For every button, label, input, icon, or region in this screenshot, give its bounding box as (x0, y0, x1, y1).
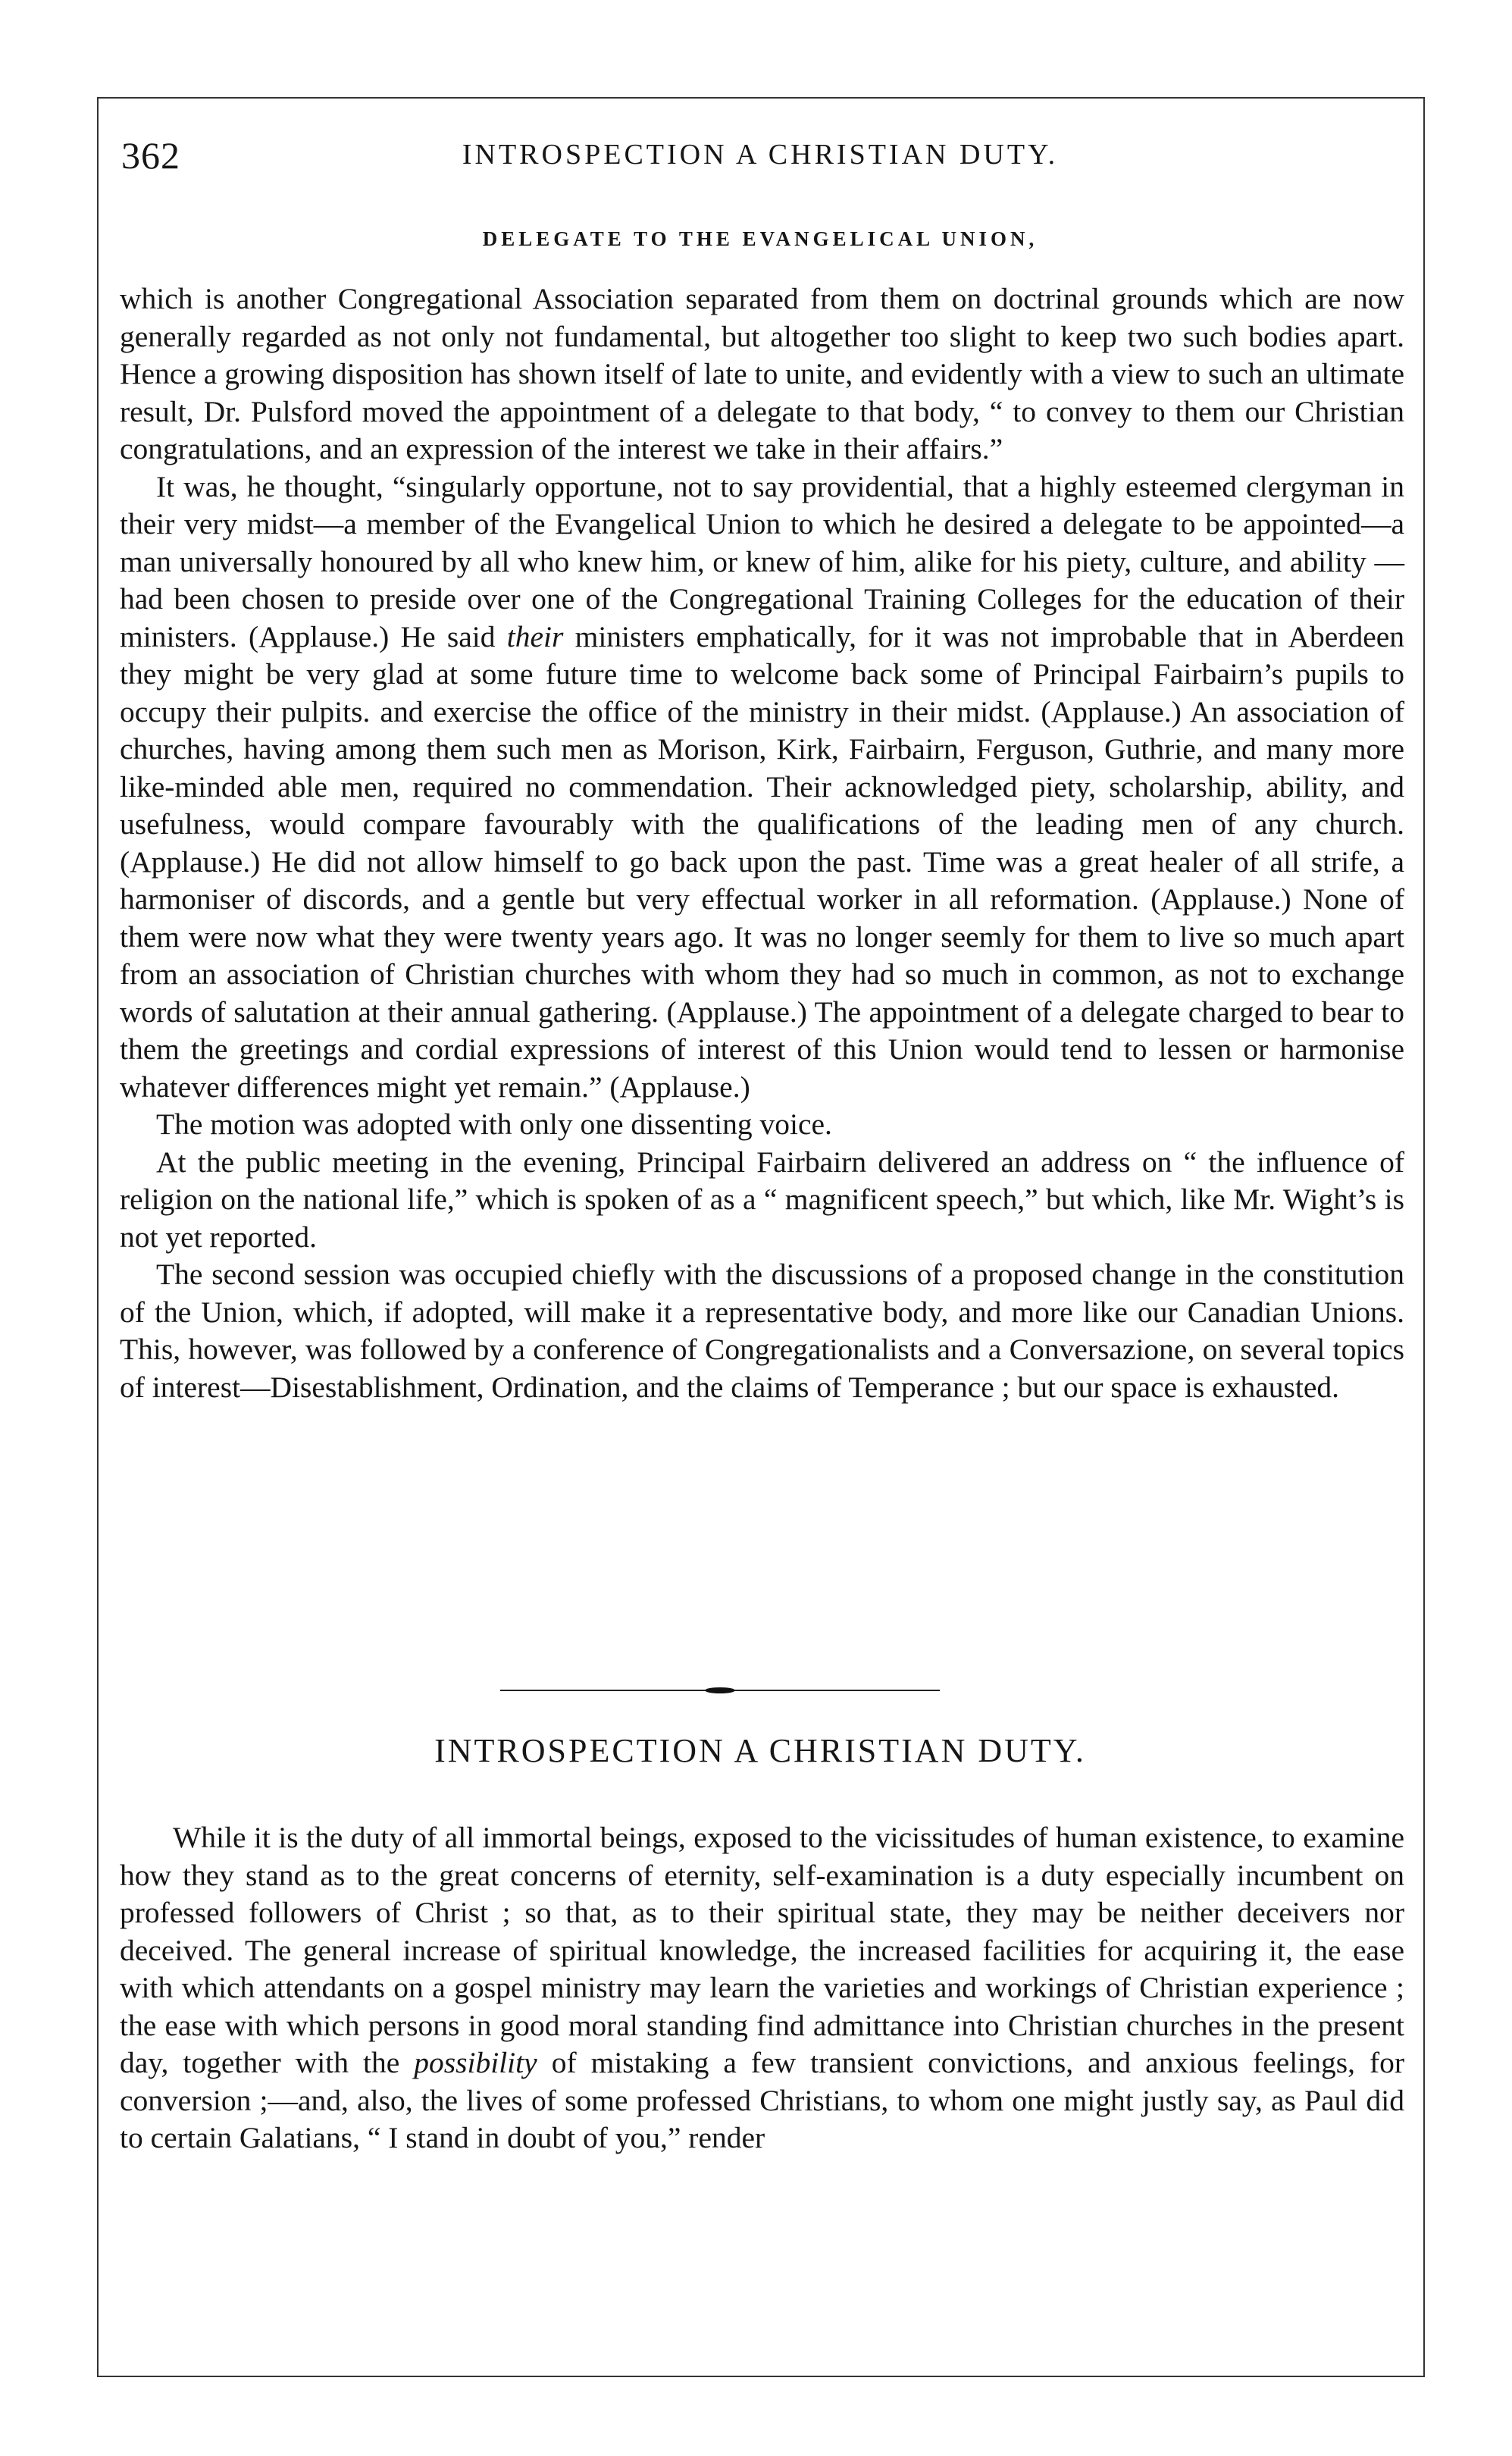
italic-word: their (506, 619, 564, 653)
paragraph: The motion was adopted with only one dissenting voice. (156, 1107, 832, 1141)
paragraph-text: While it is the duty of all immortal beings, exposed to the vicissitudes of human existence, to examine how they stand as to the great concerns of eternity, self-examination is a duty especially incumbent on professed followers of Christ ; so that, as to their spiritual state, they may be neither deceivers nor deceived. The general increase of spiritual knowledge, the increased facilities for acquiring it, the ease with which attendants on a gospel ministry may learn the varieties and workings of Christian experience ; the ease with which persons in good moral standing find admittance into Christian churches in the present day, together with the (120, 1821, 1404, 2079)
paragraph: At the public meeting in the evening, Principal Fairbairn delivered an address on “ the influence of religion on the national life,” which is spoken of as a “ magnificent speech,” but which, like Mr. Wight’s is not yet reported. (120, 1145, 1404, 1254)
article-title: INTROSPECTION A CHRISTIAN DUTY. (434, 1732, 1086, 1769)
running-head: INTROSPECTION A CHRISTIAN DUTY. (462, 139, 1059, 171)
page-number: 362 (121, 134, 180, 177)
paragraph (120, 468, 1404, 1107)
paragraph (120, 1819, 1404, 2157)
divider-ornament (705, 1687, 735, 1693)
ornamental-divider (500, 1687, 940, 1693)
paragraph-text: ministers emphatically, for it was not improbable that in Aberdeen they might be very glad at some future time to welcome back some of Principal Fairbairn’s pupils to occupy their pulpits. and exercise the office of the ministry in their midst. (Applause.) An association of churches, having among them such men as Morison, Kirk, Fairbairn, Ferguson, Guthrie, and many more like-minded able men, required no commendation. Their acknowledged piety, scholarship, ability, and usefulness, would compare favourably with the qualifications of the leading men of any church. (Applause.) He did not allow himself to go back upon the past. Time was a great healer of all strife, a harmoniser of discords, and a gentle but very effectual worker in all reformation. (Applause.) None of them were now what they were twenty years ago. It was no longer seemly for them to live so much apart from an association of Christian churches with whom they had so much in common, as not to exchange words of salutation at their annual gathering. (Applause.) The appointment of a delegate charged to bear to them the greetings and cordial expressions of interest of this Union would tend to lessen or harmonise whatever differences might yet remain.” (Applause.) (120, 619, 1405, 1104)
section-subheading: DELEGATE TO THE EVANGELICAL UNION, (482, 227, 1038, 250)
paragraph: The second session was occupied chiefly with the discussions of a proposed change in the constitution of the Union, which, if adopted, will make it a representative body, and more like our Canadian Unions. This, however, was followed by a conference of Congregationalists and a Conversazione, on several topics of interest—Disestablishment, Ordination, and the claims of Temperance ; but our space is exhausted. (120, 1258, 1404, 1404)
section-body-delegate (120, 280, 1404, 1406)
page-header (112, 133, 1408, 186)
section-body-introspection (120, 1819, 1404, 2157)
paragraph-text: It was, he thought, “singularly opportune, not to say providential, that a highly esteemed clergyman in their very midst—a member of the Evangelical Union to which he desired a delegate to be appointed—a man universally honoured by all who knew him, or knew of him, alike for his piety, culture, and ability —had been chosen to preside over one of the Congregational Training Colleges for the education of their ministers. (Applause.) He said (120, 469, 1404, 653)
italic-word: possibility (414, 2046, 537, 2079)
paragraph: which is another Congregational Association separated from them on doctrinal grounds which are now generally regarded as not only not fundamental, but altogether too slight to keep two such bodies apart. Hence a growing disposition has shown itself of late to unite, and evidently with a view to such an ultimate result, Dr. Pulsford moved the appointment of a delegate to that body, “ to convey to them our Christian congratulations, and an expression of the interest we take in their affairs.” (120, 282, 1404, 465)
paragraph-text: of mistaking a few transient convictions, and anxious feelings, for conversion ;—and, also, the lives of some professed Christians, to whom one might justly say, as Paul did to certain Galatians, “ I stand in doubt of you,” render (120, 2046, 1405, 2154)
